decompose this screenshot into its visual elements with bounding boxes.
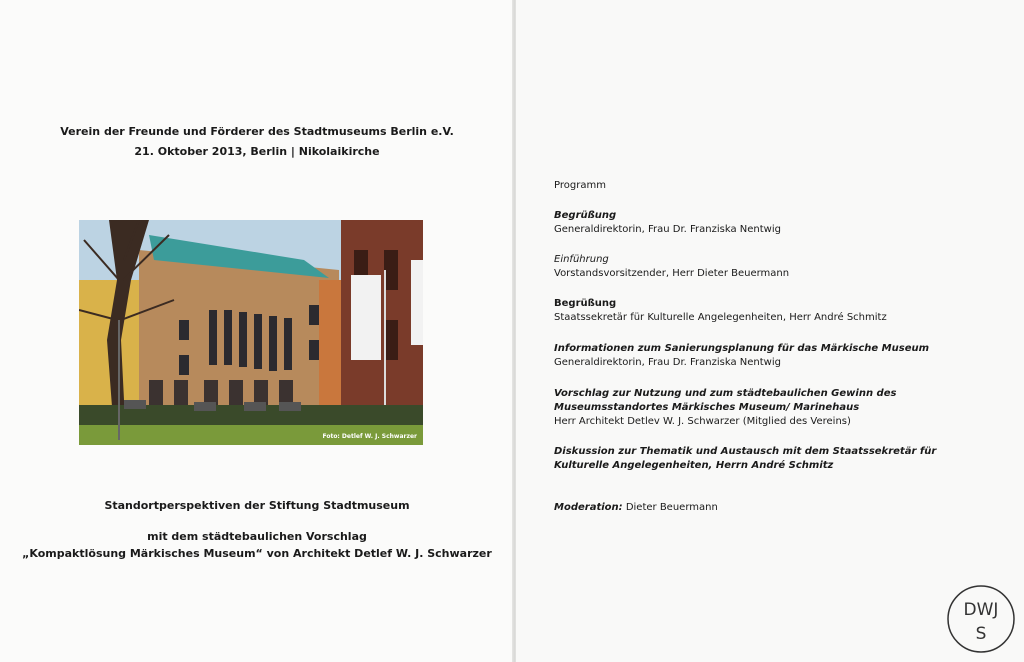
programm-item-title: Begrüßung [554, 210, 617, 221]
museum-photo-illustration [79, 220, 423, 445]
moderation-line [554, 502, 718, 513]
seal-line2: S [975, 624, 987, 644]
programm-item [554, 342, 994, 370]
right-page [516, 0, 1024, 662]
programm-title: Programm [554, 180, 606, 191]
header-block [0, 122, 514, 162]
programm-item-text: Generaldirektorin, Frau Dr. Franziska Nentwig [554, 224, 781, 235]
programm-item [554, 297, 994, 325]
subtitle-line1: Standortperspektiven der Stiftung Stadtmuseum [104, 499, 410, 512]
programm-item [554, 253, 994, 281]
event-date-location: 21. Oktober 2013, Berlin | Nikolaikirche [134, 145, 380, 158]
programm-item-text: Staatssekretär für Kulturelle Angelegenheiten, Herr André Schmitz [554, 312, 887, 323]
programm-item-title: Diskussion zur Thematik und Austausch mit dem Staatssekretär für Kulturelle Angelegenheiten, Herrn André Schmitz [554, 446, 937, 471]
moderation-label: Moderation: [554, 502, 623, 513]
programm-item-text: Generaldirektorin, Frau Dr. Franziska Nentwig [554, 357, 781, 368]
subtitle-block-2 [0, 528, 514, 562]
subtitle-block [0, 497, 514, 514]
programm-item [554, 445, 954, 473]
programm-item-title: Einführung [554, 254, 609, 265]
programm-item-title: Begrüßung [554, 298, 617, 309]
photo-credit: Foto: Detlef W. J. Schwarzer [322, 433, 417, 440]
programm-item [554, 209, 994, 237]
programm-item-text: Herr Architekt Detlev W. J. Schwarzer (Mitglied des Vereins) [554, 416, 851, 427]
subtitle-line3: „Kompaktlösung Märkisches Museum“ von Architekt Detlef W. J. Schwarzer [22, 547, 492, 560]
subtitle-line2: mit dem städtebaulichen Vorschlag [147, 530, 367, 543]
programm-item-text: Vorstandsvorsitzender, Herr Dieter Beuermann [554, 268, 790, 279]
programm-item-title: Vorschlag zur Nutzung und zum städtebaulichen Gewinn des Museumsstandortes Märkisches Museum/ Marinehaus [554, 388, 897, 413]
seal-line1: DWJ [963, 600, 999, 620]
moderation-value: Dieter Beuermann [622, 502, 718, 513]
museum-photo [79, 220, 423, 445]
programm-item-title: Informationen zum Sanierungsplanung für das Märkische Museum [554, 343, 930, 354]
dwjs-seal-logo [946, 584, 1016, 654]
association-name: Verein der Freunde und Förderer des Stadtmuseums Berlin e.V. [60, 125, 454, 138]
programm-item [554, 387, 964, 429]
